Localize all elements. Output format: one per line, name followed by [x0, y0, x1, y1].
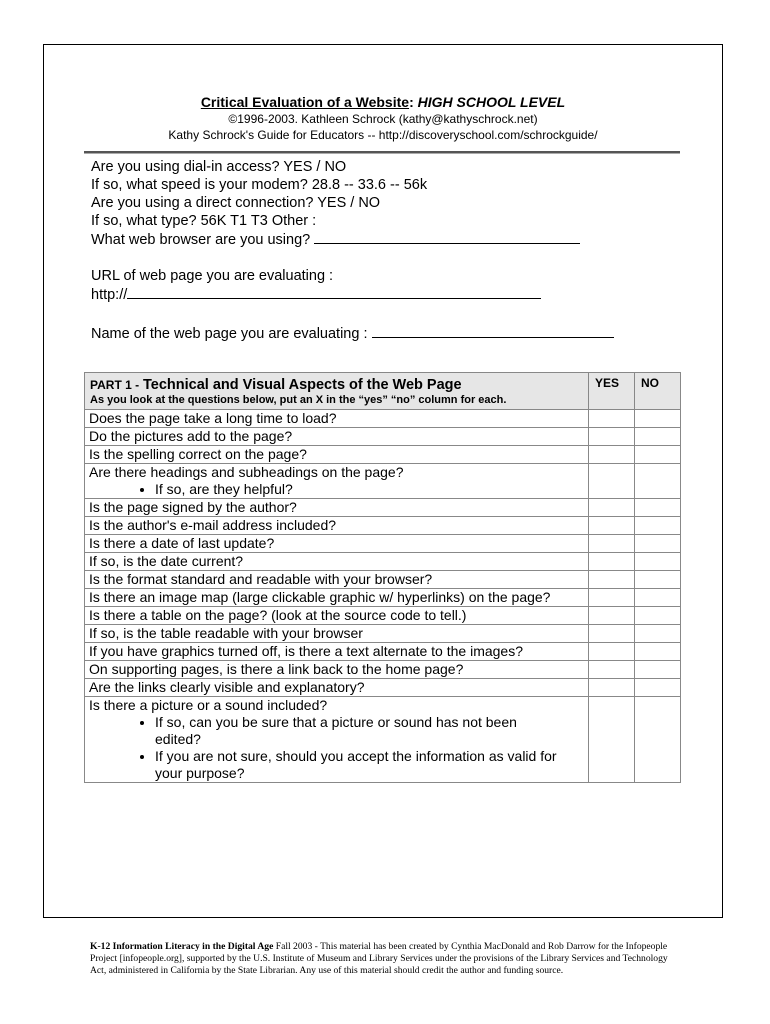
evaluation-table [84, 372, 681, 783]
yes-cell[interactable] [589, 589, 635, 607]
question-text: Does the page take a long time to load? [85, 410, 589, 428]
yes-cell[interactable] [589, 661, 635, 679]
part-instructions: As you look at the questions below, put an X in the “yes” “no” column for each. [90, 394, 507, 406]
question-text: Is there a date of last update? [85, 535, 589, 553]
name-row [91, 324, 614, 343]
yes-cell[interactable] [589, 697, 635, 783]
part-label: PART 1 - [90, 378, 140, 392]
question-text: If so, is the table readable with your browser [85, 625, 589, 643]
question-browser: What web browser are you using? [91, 232, 311, 248]
no-cell[interactable] [635, 517, 681, 535]
header-divider [84, 151, 680, 154]
name-answer-line[interactable] [372, 324, 614, 338]
no-cell[interactable] [635, 499, 681, 517]
yes-cell[interactable] [589, 607, 635, 625]
question-modem-speed: If so, what speed is your modem? 28.8 -- 33.6 -- 56k [91, 177, 428, 193]
yes-cell[interactable] [589, 643, 635, 661]
no-cell[interactable] [635, 410, 681, 428]
yes-cell[interactable] [589, 446, 635, 464]
table-row [85, 589, 681, 607]
copyright-line: ©1996-2003. Kathleen Schrock (kathy@kathyschrock.net) [228, 112, 538, 126]
document-title [43, 93, 723, 111]
no-cell[interactable] [635, 625, 681, 643]
footer-course-title: K-12 Information Literacy in the Digital Age [90, 941, 274, 952]
question-browser-row [91, 230, 614, 249]
table-row [85, 607, 681, 625]
question-connection-type: If so, what type? 56K T1 T3 Other : [91, 213, 317, 229]
question-direct-connection: Are you using a direct connection? YES / NO [91, 195, 381, 211]
no-cell[interactable] [635, 589, 681, 607]
part-heading [85, 373, 589, 410]
table-row [85, 446, 681, 464]
yes-cell[interactable] [589, 410, 635, 428]
yes-cell[interactable] [589, 625, 635, 643]
question-text: Is the spelling correct on the page? [85, 446, 589, 464]
question-text: Are the links clearly visible and explanatory? [85, 679, 589, 697]
no-cell[interactable] [635, 446, 681, 464]
no-column-header: NO [635, 373, 681, 410]
table-row [85, 553, 681, 571]
sub-question: • If you are not sure, should you accept the information as valid for your purpose? [155, 748, 560, 782]
table-row [85, 571, 681, 589]
no-cell[interactable] [635, 679, 681, 697]
table-row [85, 464, 681, 499]
title-level: HIGH SCHOOL LEVEL [417, 94, 566, 110]
footer-credit: Fall 2003 - This material has been created by Cynthia MacDonald and Rob Darrow for the Infopeople Project [infopeople.org], supported by the U.S. Institute of Museum and Library Services under the provisions of the Library Services and Technology Act, administered in California by the State Librarian. Any use of this material should credit the author and funding source. [90, 941, 668, 976]
question-text: Do the pictures add to the page? [85, 428, 589, 446]
yes-cell[interactable] [589, 535, 635, 553]
no-cell[interactable] [635, 607, 681, 625]
browser-answer-line[interactable] [314, 230, 580, 244]
question-text: If so, is the date current? [85, 553, 589, 571]
question-text: Is there a picture or a sound included? [89, 697, 328, 713]
no-cell[interactable] [635, 535, 681, 553]
yes-column-header: YES [589, 373, 635, 410]
title-main: Critical Evaluation of a Website [200, 94, 410, 110]
question-text: On supporting pages, is there a link back to the home page? [85, 661, 589, 679]
no-cell[interactable] [635, 571, 681, 589]
question-dial-in: Are you using dial-in access? YES / NO [91, 159, 347, 175]
name-label: Name of the web page you are evaluating : [91, 326, 368, 342]
yes-cell[interactable] [589, 571, 635, 589]
url-label: URL of web page you are evaluating : [91, 268, 334, 284]
yes-cell[interactable] [589, 517, 635, 535]
sub-question: • If so, are they helpful? [155, 481, 584, 498]
table-header-row [85, 373, 681, 410]
url-answer-line[interactable] [127, 285, 541, 299]
table-row [85, 410, 681, 428]
no-cell[interactable] [635, 661, 681, 679]
no-cell[interactable] [635, 428, 681, 446]
yes-cell[interactable] [589, 499, 635, 517]
question-text: Is there an image map (large clickable graphic w/ hyperlinks) on the page? [85, 589, 589, 607]
sub-question: • If so, can you be sure that a picture or sound has not been edited? [155, 714, 560, 748]
no-cell[interactable] [635, 643, 681, 661]
table-row [85, 679, 681, 697]
question-text: Is the page signed by the author? [85, 499, 589, 517]
table-row [85, 499, 681, 517]
table-row [85, 428, 681, 446]
document-header [43, 93, 723, 143]
table-row [85, 661, 681, 679]
table-row [85, 697, 681, 783]
question-text: If you have graphics turned off, is there a text alternate to the images? [85, 643, 589, 661]
table-row [85, 535, 681, 553]
part-title: Technical and Visual Aspects of the Web Page [143, 377, 462, 393]
footer-note [90, 941, 680, 977]
guide-line: Kathy Schrock's Guide for Educators -- http://discoveryschool.com/schrockguide/ [168, 128, 598, 142]
yes-cell[interactable] [589, 679, 635, 697]
title-separator: : [409, 94, 414, 110]
question-text: Is there a table on the page? (look at the source code to tell.) [85, 607, 589, 625]
yes-cell[interactable] [589, 553, 635, 571]
question-group [85, 697, 589, 783]
no-cell[interactable] [635, 464, 681, 499]
question-text: Are there headings and subheadings on the page? [89, 464, 404, 480]
yes-cell[interactable] [589, 428, 635, 446]
url-prefix: http:// [91, 287, 128, 303]
yes-cell[interactable] [589, 464, 635, 499]
question-text: Is the format standard and readable with your browser? [85, 571, 589, 589]
no-cell[interactable] [635, 553, 681, 571]
table-row [85, 643, 681, 661]
table-row [85, 625, 681, 643]
url-row [91, 285, 614, 304]
question-group [85, 464, 589, 499]
intro-questions [91, 158, 614, 343]
question-text: Is the author's e-mail address included? [85, 517, 589, 535]
table-row [85, 517, 681, 535]
no-cell[interactable] [635, 697, 681, 783]
